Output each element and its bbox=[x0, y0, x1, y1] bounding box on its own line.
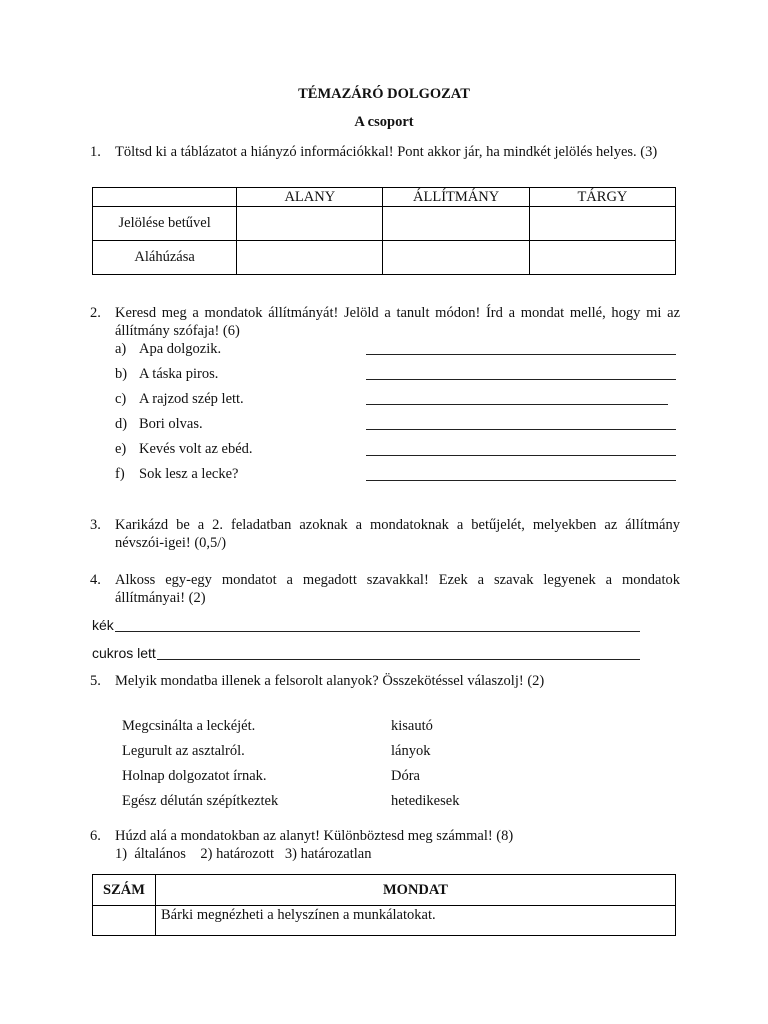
sentence-line[interactable] bbox=[157, 659, 640, 660]
answer-cell[interactable] bbox=[237, 241, 383, 275]
answer-cell[interactable] bbox=[529, 241, 675, 275]
question-number: 4. bbox=[90, 572, 101, 588]
match-subject[interactable]: kisautó bbox=[391, 718, 433, 734]
question-text: Húzd alá a mondatokban az alanyt! Különböztesd meg számmal! (8) bbox=[115, 828, 514, 844]
question-number: 1. bbox=[90, 144, 101, 160]
answer-line[interactable] bbox=[366, 354, 676, 355]
item-letter: a) bbox=[115, 341, 127, 357]
group-label: A csoport bbox=[354, 114, 414, 130]
answer-line[interactable] bbox=[366, 379, 676, 380]
item-letter: c) bbox=[115, 391, 127, 407]
item-letter: d) bbox=[115, 416, 128, 432]
question-number: 6. bbox=[90, 828, 101, 844]
answer-cell[interactable] bbox=[383, 241, 529, 275]
match-sentence: Legurult az asztalról. bbox=[122, 743, 245, 759]
answer-line[interactable] bbox=[366, 404, 668, 405]
table-row bbox=[93, 241, 676, 275]
item-text: Bori olvas. bbox=[139, 416, 203, 432]
sentence-cell: Bárki megnézheti a helyszínen a munkálatokat. bbox=[156, 906, 676, 936]
answer-cell[interactable] bbox=[237, 207, 383, 241]
item-letter: b) bbox=[115, 366, 128, 382]
question-text: Alkoss egy-egy mondatot a megadott szavakkal! Ezek a szavak legyenek a mondatok állítmányai! (2) bbox=[115, 572, 680, 606]
item-letter: f) bbox=[115, 466, 125, 482]
item-text: Kevés volt az ebéd. bbox=[139, 441, 253, 457]
match-subject[interactable]: Dóra bbox=[391, 768, 420, 784]
q6-table bbox=[92, 874, 676, 936]
table-header-cell: TÁRGY bbox=[529, 188, 675, 207]
page-title: TÉMAZÁRÓ DOLGOZAT bbox=[298, 86, 470, 102]
table-row bbox=[93, 207, 676, 241]
answer-line[interactable] bbox=[366, 455, 676, 456]
question-text: Töltsd ki a táblázatot a hiányzó információkkal! Pont akkor jár, ha mindkét jelölés helyes. (3) bbox=[115, 144, 658, 160]
question-6 bbox=[90, 827, 680, 845]
subject-type-options: 1) általános 2) határozott 3) határozatlan bbox=[115, 846, 372, 862]
word-kek: kék bbox=[92, 617, 114, 633]
answer-line[interactable] bbox=[366, 429, 676, 430]
table-header-cell: SZÁM bbox=[93, 875, 156, 906]
table-row bbox=[93, 906, 676, 936]
table-header-cell: ALANY bbox=[237, 188, 383, 207]
match-sentence: Holnap dolgozatot írnak. bbox=[122, 768, 267, 784]
question-2 bbox=[90, 304, 680, 340]
question-text: Karikázd be a 2. feladatban azoknak a mondatoknak a betűjelét, melyekben az állítmány névszói-igei! (0,5/) bbox=[115, 517, 680, 551]
question-number: 2. bbox=[90, 305, 101, 321]
question-5 bbox=[90, 672, 680, 690]
question-number: 3. bbox=[90, 517, 101, 533]
item-text: A rajzod szép lett. bbox=[139, 391, 244, 407]
question-text: Melyik mondatba illenek a felsorolt alanyok? Összekötéssel válaszolj! (2) bbox=[115, 673, 545, 689]
question-text: Keresd meg a mondatok állítmányát! Jelöld a tanult módon! Írd a mondat mellé, hogy mi az állítmány szófaja! (6) bbox=[115, 305, 680, 339]
question-1 bbox=[90, 143, 680, 161]
row-label: Jelölése betűvel bbox=[93, 207, 237, 241]
row-label: Aláhúzása bbox=[93, 241, 237, 275]
table-header-cell: ÁLLÍTMÁNY bbox=[383, 188, 529, 207]
table-header-cell: MONDAT bbox=[156, 875, 676, 906]
question-number: 5. bbox=[90, 673, 101, 689]
sentence-line[interactable] bbox=[115, 631, 640, 632]
answer-cell[interactable] bbox=[383, 207, 529, 241]
answer-line[interactable] bbox=[366, 480, 676, 481]
table-header-cell bbox=[93, 188, 237, 207]
item-letter: e) bbox=[115, 441, 127, 457]
answer-cell[interactable] bbox=[529, 207, 675, 241]
question-3 bbox=[90, 516, 680, 552]
item-text: A táska piros. bbox=[139, 366, 219, 382]
number-cell[interactable] bbox=[93, 906, 156, 936]
word-cukros-lett: cukros lett bbox=[92, 645, 156, 661]
question-4 bbox=[90, 571, 680, 607]
match-subject[interactable]: lányok bbox=[391, 743, 431, 759]
item-text: Apa dolgozik. bbox=[139, 341, 222, 357]
match-sentence: Egész délután szépítkeztek bbox=[122, 793, 279, 809]
match-sentence: Megcsinálta a leckéjét. bbox=[122, 718, 256, 734]
q1-table bbox=[92, 187, 676, 275]
match-subject[interactable]: hetedikesek bbox=[391, 793, 460, 809]
item-text: Sok lesz a lecke? bbox=[139, 466, 239, 482]
